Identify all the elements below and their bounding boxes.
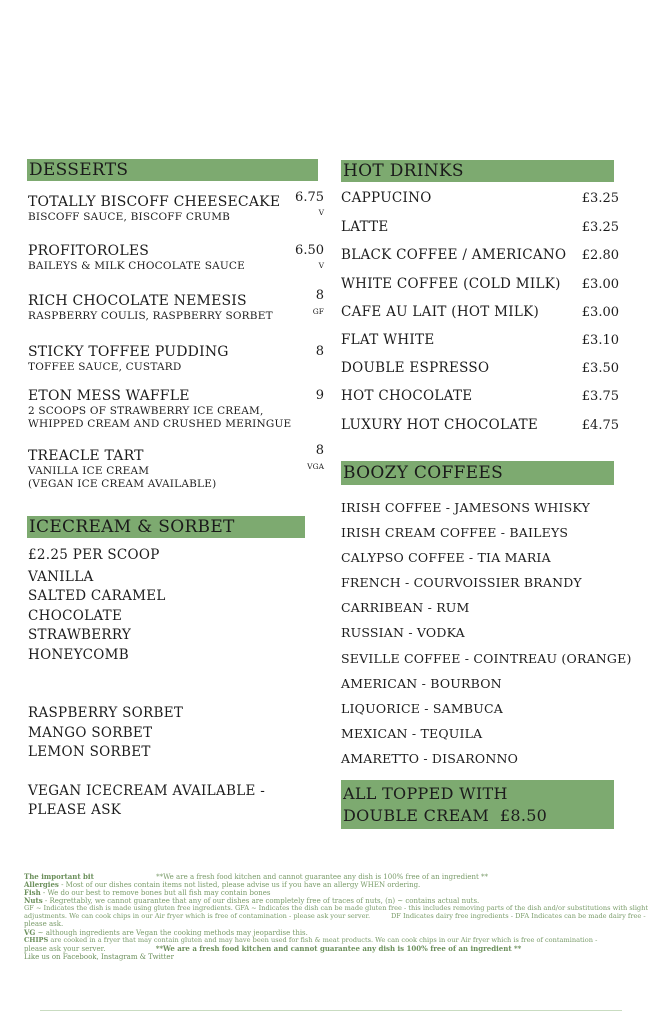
dessert-name: TOTALLY BISCOFF CHEESECAKE [28,194,281,210]
dessert-price: 6.75 [295,190,324,205]
dessert-name: STICKY TOFFEE PUDDING [28,344,229,360]
drink-name: CAPPUCINO [341,190,432,206]
vegan-note: VEGAN ICECREAM AVAILABLE - [28,783,266,799]
dessert-desc: VANILLA ICE CREAM [28,465,150,477]
footer-divider [40,1010,622,1011]
topped-line-2: DOUBLE CREAM £8.50 [343,806,548,825]
footer-label: VG [24,928,36,937]
dessert-price: 9 [315,388,324,403]
sorbet-item: RASPBERRY SORBET [28,705,184,721]
dessert-price: 6.50 [295,243,324,258]
drink-name: LATTE [341,219,389,235]
drink-name: CAFE AU LAIT (HOT MILK) [341,304,540,320]
sorbet-item: MANGO SORBET [28,725,153,741]
boozy-item: AMARETTO - DISARONNO [341,751,519,766]
drink-price: £3.25 [581,220,619,235]
footer-line: adjustments. We can cook chips in our Air fryer which is free of contamination - please ask your server. DF Indicates dairy free ingredients - DFA Indicates can be made dairy free - [24,912,646,920]
drink-name: DOUBLE ESPRESSO [341,360,490,376]
footer-line: please ask. [24,920,64,928]
boozy-item: AMERICAN - BOURBON [341,676,502,691]
footer-line: GF ~ Indicates the dish is made using gluten free ingredients. GFA ~ Indicates the dish can be made gluten free - this includes removing parts of the dish and/or substitutions with slight [24,904,649,912]
dessert-desc: 2 SCOOPS OF STRAWBERRY ICE CREAM, [28,405,264,417]
dessert-price: 8 [315,288,324,303]
dessert-name: RICH CHOCOLATE NEMESIS [28,293,247,309]
flavour-item: HONEYCOMB [28,647,130,663]
vegan-note: PLEASE ASK [28,802,122,818]
drink-price: £3.00 [581,305,619,320]
footer-text: **We are a fresh food kitchen and cannot guarantee any dish is 100% free of an ingredient ** [156,873,489,881]
topped-with-cream-box [341,780,614,829]
dessert-desc: TOFFEE SAUCE, CUSTARD [28,361,182,373]
dessert-item [28,293,328,323]
drink-price: £3.10 [581,333,619,348]
footer-label: CHIPS [24,936,49,944]
drink-price: £3.00 [581,277,619,292]
drink-name: WHITE COFFEE (COLD MILK) [341,276,561,292]
dessert-item [28,243,328,273]
drink-price: £3.25 [581,191,619,206]
dessert-name: TREACLE TART [28,448,144,464]
flavour-item: STRAWBERRY [28,627,132,643]
footer-text: - We do our best to remove bones but all fish may contain bones [40,889,271,897]
dessert-tag: GF [312,307,324,316]
dessert-desc: (VEGAN ICE CREAM AVAILABLE) [28,478,217,490]
dessert-tag: VGA [307,462,324,471]
footer-text: - Regrettably, we cannot guarantee that any of our dishes are completely free of traces of nuts, (n) ~ contains actual nuts. [42,897,480,905]
dessert-name: PROFITOROLES [28,243,150,259]
drink-name: HOT CHOCOLATE [341,388,473,404]
dessert-price: 8 [315,344,324,359]
drink-name: FLAT WHITE [341,332,435,348]
topped-line-1: ALL TOPPED WITH [343,784,508,803]
flavour-item: CHOCOLATE [28,608,123,624]
boozy-item: SEVILLE COFFEE - COINTREAU (ORANGE) [341,651,632,666]
footer-label: Nuts [24,896,43,905]
footer-label: The important bit [24,872,94,881]
sorbet-item: LEMON SORBET [28,744,151,760]
dessert-desc: WHIPPED CREAM AND CRUSHED MERINGUE [28,418,292,430]
drink-price: £4.75 [581,418,619,433]
drink-name: LUXURY HOT CHOCOLATE [341,417,539,433]
footer-text: **We are a fresh food kitchen and cannot guarantee any dish is 100% free of an ingredient ** [155,944,522,953]
footer-text: - Most of our dishes contain items not listed, please advise us if you have an allergy WHEN ordering. [58,881,421,889]
footer-label: Fish [24,888,41,897]
boozy-item: LIQUORICE - SAMBUCA [341,701,503,716]
icecream-header: ICECREAM & SORBET [27,516,305,538]
boozy-item: CALYPSO COFFEE - TIA MARIA [341,550,551,565]
dessert-price: 8 [315,443,324,458]
dessert-desc: RASPBERRY COULIS, RASPBERRY SORBET [28,310,273,322]
boozy-coffees-header: BOOZY COFFEES [341,461,614,485]
boozy-item: RUSSIAN - VODKA [341,625,465,640]
footer-social: Like us on Facebook, Instagram & Twitter [24,953,174,961]
dessert-desc: BISCOFF SAUCE, BISCOFF CRUMB [28,211,231,223]
footer-text: are cooked in a fryer that may contain gluten and may have been used for fish & meat products. We can cook chips in our Air fryer which is free of contamination - [48,936,598,944]
boozy-item: IRISH CREAM COFFEE - BAILEYS [341,525,569,540]
dessert-item [28,344,328,374]
footer-text: please ask your server. [24,945,106,953]
hot-drinks-header: HOT DRINKS [341,160,614,182]
dessert-tag: V [318,261,324,270]
dessert-item [28,388,328,431]
drink-price: £3.75 [581,389,619,404]
drink-price: £3.50 [581,361,619,376]
desserts-header: DESSERTS [27,159,318,181]
boozy-item: IRISH COFFEE - JAMESONS WHISKY [341,500,591,515]
footer-text: ~ although ingredients are Vegan the cooking methods may jeopardise this. [35,929,308,937]
dessert-desc: BAILEYS & MILK CHOCOLATE SAUCE [28,260,246,272]
drink-name: BLACK COFFEE / AMERICANO [341,247,567,263]
dessert-tag: V [318,208,324,217]
drink-price: £2.80 [581,248,619,263]
dessert-name: ETON MESS WAFFLE [28,388,190,404]
per-scoop-price: £2.25 PER SCOOP [28,547,160,563]
boozy-item: FRENCH - COURVOISSIER BRANDY [341,575,582,590]
footer-label: Allergies [24,880,59,889]
dessert-item [28,194,328,224]
boozy-item: CARRIBEAN - RUM [341,600,470,615]
dessert-item [28,448,328,491]
flavour-item: SALTED CARAMEL [28,588,166,604]
boozy-item: MEXICAN - TEQUILA [341,726,483,741]
flavour-item: VANILLA [28,569,94,585]
